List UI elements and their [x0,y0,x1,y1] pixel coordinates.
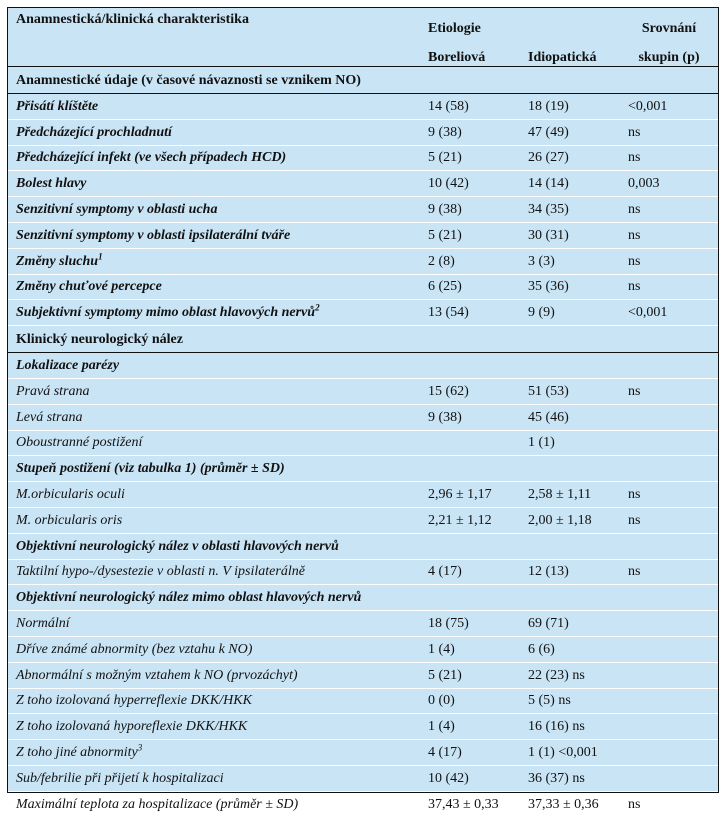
idiopathic-value: 12 (13) [520,559,620,585]
p-value: ns [628,796,641,812]
row-label-cell [8,688,420,714]
row-label-cell [8,482,420,508]
idiopathic-value: 5 (5) ns [520,688,620,714]
table-row [8,533,718,559]
row-label: Senzitivní symptomy v oblasti ipsilaterální tváře [16,227,291,243]
table-row [8,559,718,585]
p-value [620,611,718,637]
borrelia-value: 2 (8) [420,248,520,274]
row-label-cell [8,248,420,274]
row-label: Abnormální s možným vztahem k NO (prvozáchyt) [16,667,298,683]
row-label-cell [8,430,420,456]
borrelia-value: 0 (0) [420,688,520,714]
row-label: Předcházející prochladnutí [16,124,172,140]
table-row [8,145,718,171]
row-label-cell [8,585,420,611]
table-row [8,482,718,508]
row-label: Oboustranné postižení [16,435,143,451]
row-label-cell [8,378,420,404]
p-value: 0,003 [620,171,718,197]
table-row [8,353,718,379]
borrelia-value: 5 (21) [420,662,520,688]
borrelia-value: 15 (62) [420,378,520,404]
clinical-characteristics-table [7,7,719,812]
p-value [620,765,718,791]
row-label: Objektivní neurologický nález mimo oblast hlavových nervů [16,590,362,606]
borrelia-value: 5 (21) [420,222,520,248]
row-label: M.orbicularis oculi [16,487,125,503]
row-label-cell [8,94,420,120]
borrelia-value: 18 (75) [420,611,520,637]
row-label-cell [8,636,420,662]
row-label: Maximální teplota za hospitalizace (průměr ± SD) [16,796,299,812]
borrelia-value: 10 (42) [420,171,520,197]
row-label: Objektivní neurologický nález v oblasti hlavových nervů [16,538,339,554]
row-label-cell [8,533,420,559]
idiopathic-value: 14 (14) [520,171,620,197]
table-row [8,765,718,791]
row-label: Přisátí klíštěte [16,98,99,114]
idiopathic-value: 6 (6) [520,636,620,662]
table-row [8,300,718,326]
row-label: Bolest hlavy [16,176,87,192]
row-label: Změny chuťové percepce [16,279,162,295]
p-value [620,714,718,740]
p-value [620,636,718,662]
borrelia-value [420,585,520,611]
table-row [8,404,718,430]
row-label-cell [8,145,420,171]
row-label: Levá strana [16,409,83,425]
idiopathic-value: 45 (46) [520,404,620,430]
row-label-cell [8,791,420,816]
p-value [620,533,718,559]
idiopathic-value: 2,00 ± 1,18 [520,507,620,533]
p-value: ns [620,274,718,300]
table-header [8,8,718,67]
idiopathic-value [520,533,620,559]
idiopathic-value [520,353,620,379]
table-row [8,688,718,714]
header-comparison-line2: skupin (p) [638,50,700,65]
table-row [8,171,718,197]
p-value: ns [620,145,718,171]
idiopathic-value: 26 (27) [520,145,620,171]
table-row [8,94,718,120]
table-row [8,456,718,482]
row-label-cell [8,197,420,223]
borrelia-value: 9 (38) [420,197,520,223]
table-row [8,430,718,456]
idiopathic-value: 35 (36) [520,274,620,300]
borrelia-value: 37,43 ± 0,33 [428,796,499,812]
borrelia-value: 9 (38) [420,404,520,430]
row-label-cell [8,171,420,197]
table-row [8,740,718,766]
idiopathic-value: 30 (31) [520,222,620,248]
data-table [8,8,718,817]
table-row [8,662,718,688]
p-value [620,456,718,482]
row-label-cell [8,559,420,585]
row-label-cell [8,740,420,766]
idiopathic-value: 18 (19) [520,94,620,120]
row-label: Lokalizace parézy [16,358,120,374]
idiopathic-value: 1 (1) <0,001 [520,740,620,766]
table-row [8,507,718,533]
row-label-cell [8,714,420,740]
idiopathic-value: 22 (23) ns [520,662,620,688]
borrelia-value: 10 (42) [420,765,520,791]
row-label-cell [8,222,420,248]
idiopathic-value: 47 (49) [520,119,620,145]
table-row [8,197,718,223]
row-label: Předcházející infekt (ve všech případech HCD) [16,150,287,166]
row-label-cell [8,404,420,430]
borrelia-value: 2,21 ± 1,12 [420,507,520,533]
table-body [8,67,718,817]
table-row [8,585,718,611]
table-row [8,611,718,637]
row-label-cell [8,353,420,379]
row-label: M. orbicularis oris [16,512,123,528]
idiopathic-value [520,456,620,482]
p-value [620,585,718,611]
idiopathic-value: 69 (71) [520,611,620,637]
row-label: Sub/febrilie při přijetí k hospitalizaci [16,770,224,786]
idiopathic-value: 34 (35) [520,197,620,223]
p-value [620,688,718,714]
row-label: Z toho izolovaná hyporeflexie DKK/HKK [16,719,248,735]
footnote-marker: 3 [137,742,143,753]
row-label: Pravá strana [16,383,90,399]
idiopathic-value [520,585,620,611]
p-value: ns [620,222,718,248]
borrelia-value: 6 (25) [420,274,520,300]
row-label-cell [8,765,420,791]
borrelia-value: 1 (4) [420,714,520,740]
borrelia-value: 4 (17) [420,559,520,585]
row-label: Z toho jiné abnormity [16,745,138,761]
p-value [620,430,718,456]
header-idiopathic: Idiopatická [528,50,597,65]
footnote-marker: 2 [315,302,320,313]
borrelia-value: 13 (54) [420,300,520,326]
idiopathic-value: 51 (53) [520,378,620,404]
row-label: Senzitivní symptomy v oblasti ucha [16,202,218,218]
section-header [8,326,718,353]
row-label-cell [8,456,420,482]
row-label: Změny sluchu [16,253,99,269]
idiopathic-value: 3 (3) [520,248,620,274]
row-label: Z toho izolovaná hyperreflexie DKK/HKK [16,693,252,709]
table-row [8,222,718,248]
p-value [620,404,718,430]
idiopathic-value: 16 (16) ns [520,714,620,740]
p-value [620,740,718,766]
header-borrelia-line2: Boreliová [428,50,486,65]
header-borrelia-line1: Etiologie [428,21,481,36]
table-row [8,714,718,740]
borrelia-value: 2,96 ± 1,17 [420,482,520,508]
row-label-cell [8,300,420,326]
row-label: Subjektivní symptomy mimo oblast hlavových nervů [16,305,316,321]
idiopathic-value: 36 (37) ns [520,765,620,791]
p-value [620,353,718,379]
idiopathic-value: 9 (9) [520,300,620,326]
row-label: Stupeň postižení (viz tabulka 1) (průměr ± SD) [16,461,285,477]
table-row [8,119,718,145]
p-value: ns [620,482,718,508]
p-value: <0,001 [620,94,718,120]
table-row [8,636,718,662]
row-label-cell [8,274,420,300]
row-label: Normální [16,616,70,632]
row-label: Dříve známé abnormity (bez vztahu k NO) [16,641,253,657]
borrelia-value [420,430,520,456]
header-characteristic: Anamnestická/klinická charakteristika [16,12,249,27]
table-row [8,791,718,816]
borrelia-value: 4 (17) [420,740,520,766]
footnote-marker: 1 [98,251,103,262]
borrelia-value: 9 (38) [420,119,520,145]
p-value: ns [620,197,718,223]
row-label-cell [8,611,420,637]
borrelia-value: 5 (21) [420,145,520,171]
p-value [620,662,718,688]
table-row [8,248,718,274]
p-value: <0,001 [620,300,718,326]
borrelia-value: 14 (58) [420,94,520,120]
section-header [8,67,718,94]
section-title: Klinický neurologický nález [8,326,718,353]
idiopathic-value: 2,58 ± 1,11 [520,482,620,508]
p-value: ns [620,378,718,404]
borrelia-value [420,456,520,482]
p-value: ns [620,248,718,274]
p-value: ns [620,119,718,145]
row-label-cell [8,119,420,145]
borrelia-value [420,533,520,559]
borrelia-value [420,353,520,379]
section-title: Anamnestické údaje (v časové návaznosti se vznikem NO) [8,67,718,94]
row-label-cell [8,662,420,688]
row-label-cell [8,507,420,533]
table-row [8,274,718,300]
idiopathic-value: 37,33 ± 0,36 [528,796,599,812]
p-value: ns [620,559,718,585]
row-label: Taktilní hypo-/dysestezie v oblasti n. V ipsilaterálně [16,564,305,580]
header-comparison-line1: Srovnání [641,21,697,36]
borrelia-value: 1 (4) [420,636,520,662]
idiopathic-value: 1 (1) [520,430,620,456]
p-value: ns [620,507,718,533]
table-row [8,378,718,404]
